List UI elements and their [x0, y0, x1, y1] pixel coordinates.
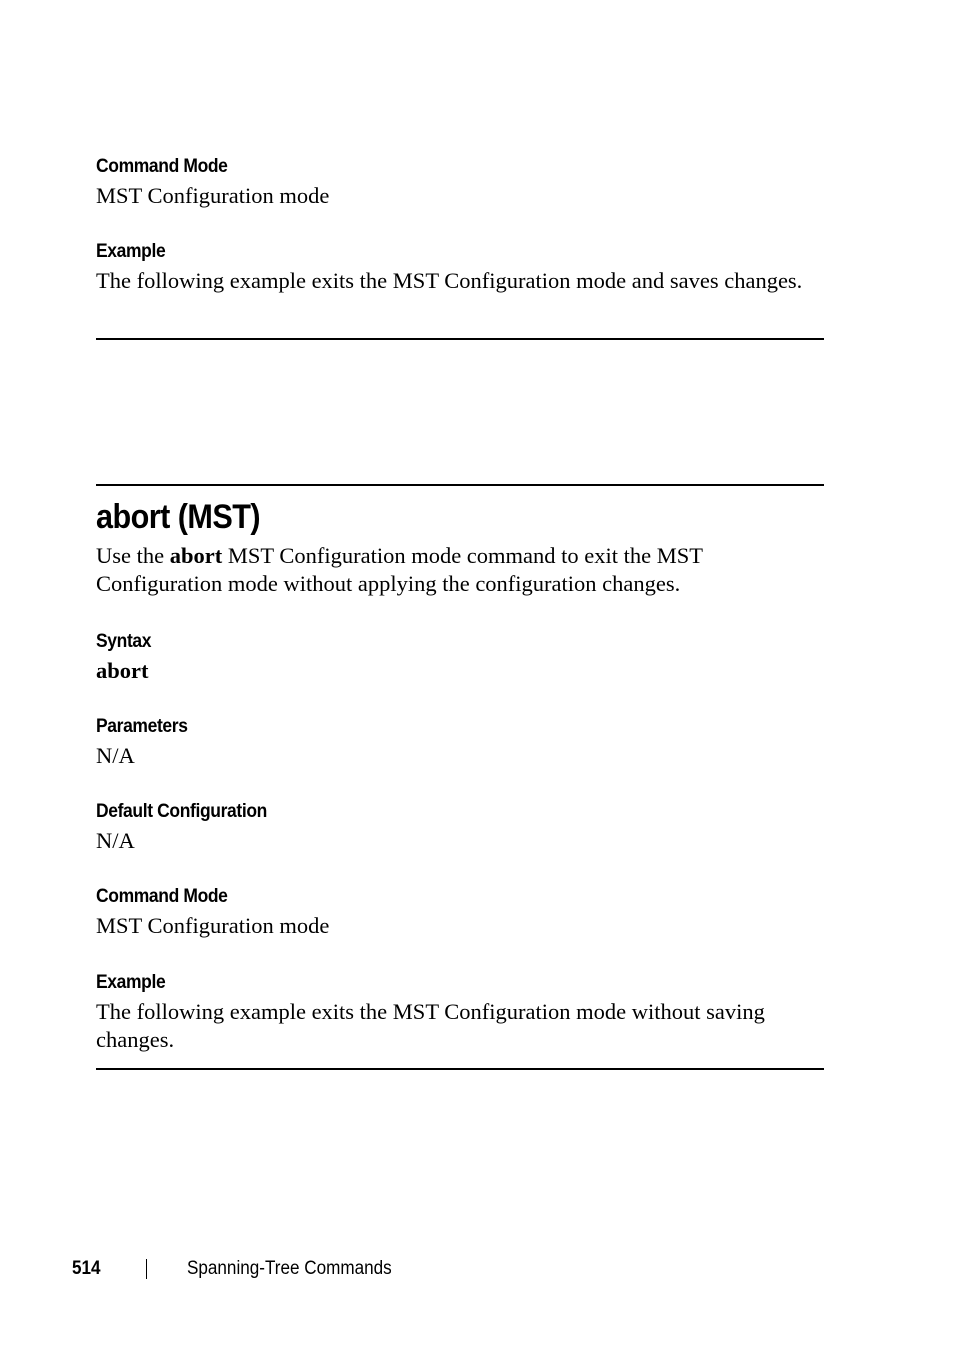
intro-command: abort — [169, 543, 223, 568]
example-heading: Example — [96, 972, 166, 993]
page-title: abort (MST) — [96, 498, 261, 536]
prev-command-mode-text: MST Configuration mode — [96, 183, 330, 208]
prev-example-text: The following example exits the MST Configuration mode and saves changes. — [96, 268, 803, 293]
prev-example-section — [96, 241, 824, 295]
parameters-heading: Parameters — [96, 716, 188, 737]
intro-prefix: Use the — [96, 543, 170, 568]
prev-command-mode-heading: Command Mode — [96, 156, 228, 177]
section-bottom-rule — [96, 1068, 824, 1070]
syntax-text: abort — [96, 658, 149, 683]
section-end-rule — [96, 338, 824, 340]
intro-suffix: MST Configuration mode command to exit the MST Configuration mode without applying the configuration changes. — [96, 543, 703, 596]
parameters-section — [96, 716, 824, 770]
chapter-title: Spanning-Tree Commands — [187, 1258, 392, 1279]
page-number: 514 — [72, 1258, 101, 1279]
section-top-rule — [96, 484, 824, 486]
command-mode-text: MST Configuration mode — [96, 913, 330, 938]
prev-command-mode-section — [96, 156, 824, 210]
footer-separator — [146, 1259, 147, 1279]
intro-paragraph — [96, 542, 824, 598]
example-text: The following example exits the MST Configuration mode without saving changes. — [96, 999, 765, 1052]
syntax-section — [96, 631, 824, 685]
parameters-text: N/A — [96, 743, 135, 768]
default-configuration-text: N/A — [96, 828, 135, 853]
command-mode-heading: Command Mode — [96, 886, 228, 907]
command-mode-section — [96, 886, 824, 940]
prev-example-heading: Example — [96, 241, 166, 262]
default-configuration-section — [96, 801, 824, 855]
syntax-heading: Syntax — [96, 631, 152, 652]
example-section — [96, 972, 824, 1054]
default-configuration-heading: Default Configuration — [96, 801, 267, 822]
